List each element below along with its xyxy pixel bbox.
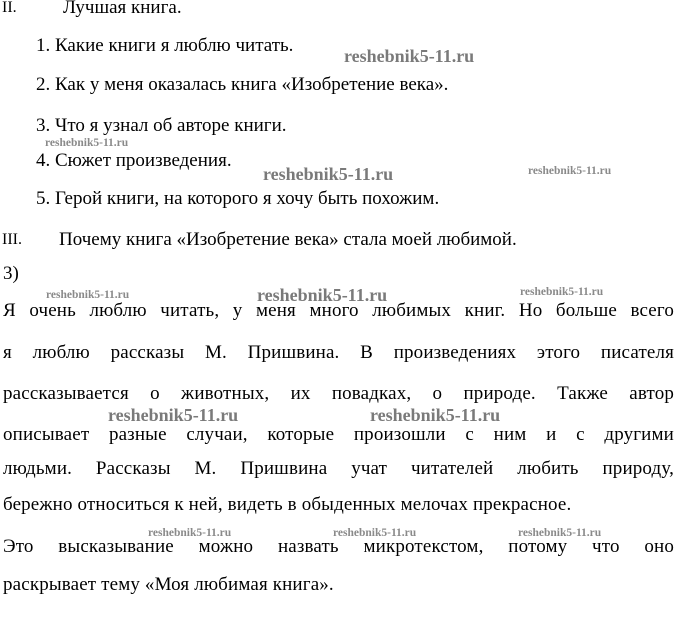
watermark: reshebnik5-11.ru: [344, 46, 475, 66]
conclusion-line: Это высказывание можно назвать микротекстом, потому что оно: [3, 536, 674, 557]
section-title: Лучшая книга.: [63, 0, 182, 18]
outline-item: 1. Какие книги я люблю читать.: [36, 35, 294, 56]
task-label: 3): [3, 263, 19, 284]
outline-item: 3. Что я узнал об авторе книги.: [36, 115, 287, 136]
essay-line: людьми. Рассказы М. Пришвина учат читателей любить природу,: [3, 458, 674, 479]
watermark: reshebnik5-11.ru: [263, 164, 394, 184]
watermark: reshebnik5-11.ru: [46, 289, 130, 301]
watermark: reshebnik5-11.ru: [257, 285, 388, 305]
outline-item: 2. Как у меня оказалась книга «Изобретение века».: [36, 74, 449, 95]
watermark: reshebnik5-11.ru: [108, 405, 239, 425]
section-numeral: III.: [2, 231, 22, 248]
watermark: reshebnik5-11.ru: [528, 165, 612, 177]
essay-line: я люблю рассказы М. Пришвина. В произведениях этого писателя: [3, 342, 674, 363]
watermark: reshebnik5-11.ru: [520, 286, 604, 298]
section-numeral: II.: [2, 0, 17, 16]
conclusion-line: раскрывает тему «Моя любимая книга».: [3, 574, 334, 595]
section-title: Почему книга «Изобретение века» стала моей любимой.: [59, 229, 517, 250]
watermark: reshebnik5-11.ru: [45, 137, 129, 149]
watermark: reshebnik5-11.ru: [518, 527, 602, 539]
essay-line: описывает разные случаи, которые произошли с ним и с другими: [3, 424, 674, 445]
watermark: reshebnik5-11.ru: [148, 527, 232, 539]
essay-line: Я очень люблю читать, у меня много любимых книг. Но больше всего: [3, 300, 674, 321]
essay-line: бережно относиться к ней, видеть в обыденных мелочах прекрасное.: [3, 494, 572, 515]
watermark: reshebnik5-11.ru: [370, 405, 501, 425]
outline-item: 5. Герой книги, на которого я хочу быть похожим.: [36, 188, 440, 209]
essay-line: рассказывается о животных, их повадках, о природе. Также автор: [3, 383, 674, 404]
watermark: reshebnik5-11.ru: [333, 527, 417, 539]
outline-item: 4. Сюжет произведения.: [36, 150, 232, 171]
